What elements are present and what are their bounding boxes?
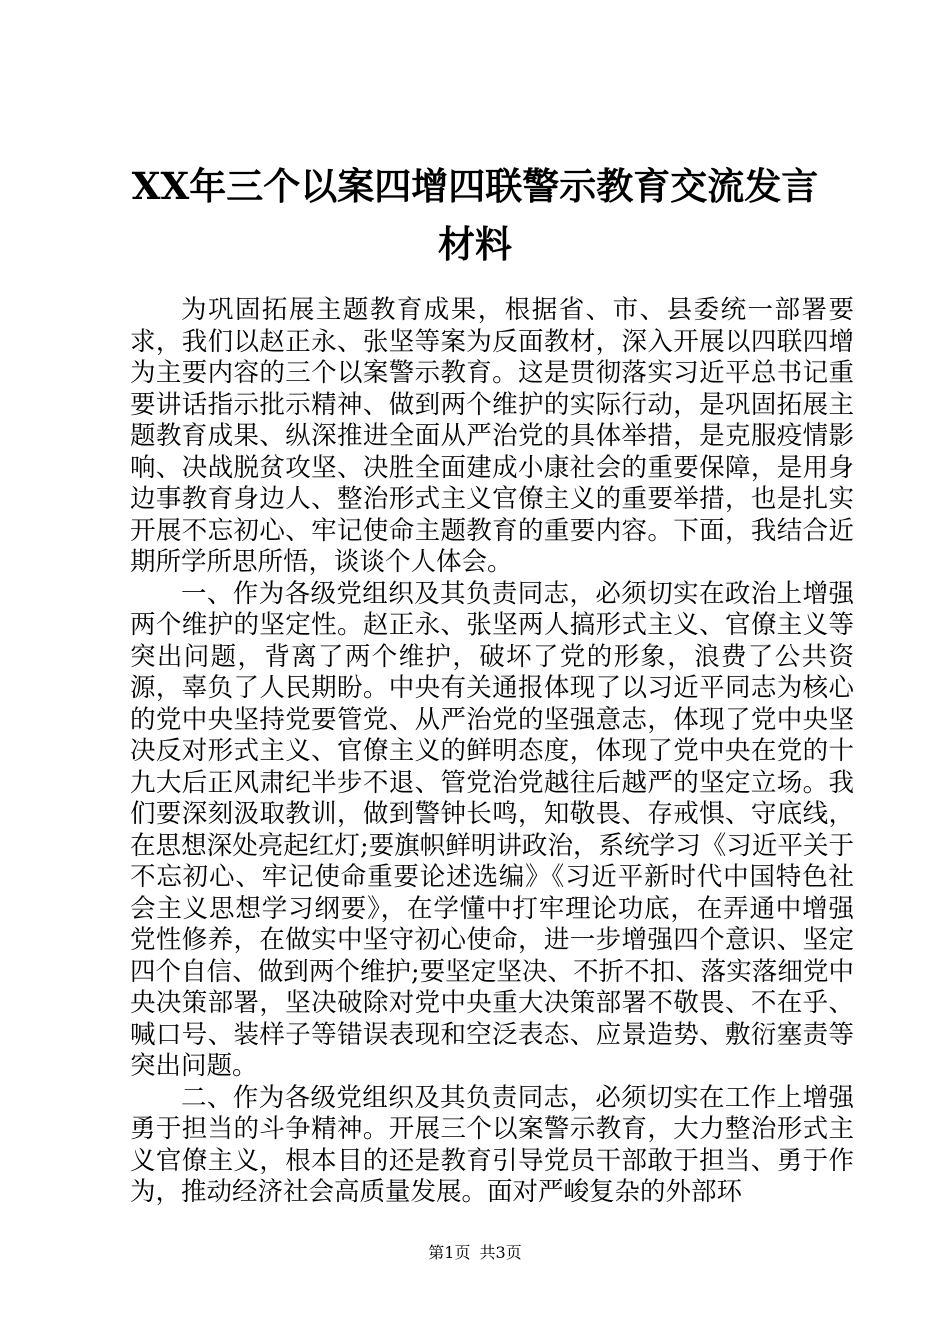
page-footer [0,1243,950,1263]
page-number: 第1页 [428,1243,471,1262]
page-total: 共3页 [479,1243,522,1262]
paragraph: 一、作为各级党组织及其负责同志，必须切实在政治上增强两个维护的坚定性。赵正永、张坚两人搞形式主义、官僚主义等突出问题，背离了两个维护，破坏了党的形象，浪费了公共资源，辜负了人民期盼。中央有关通报体现了以习近平同志为核心的党中央坚持党要管党、从严治党的坚强意志，体现了党中央坚决反对形式主义、官僚主义的鲜明态度，体现了党中央在党的十九大后正风肃纪半步不退、管党治党越往后越严的坚定立场。我们要深刻汲取教训，做到警钟长鸣，知敬畏、存戒惧、守底线，在思想深处亮起红灯;要旗帜鲜明讲政治，系统学习《习近平关于不忘初心、牢记使命重要论述选编》《习近平新时代中国特色社会主义思想学习纲要》，在学懂中打牢理论功底，在弄通中增强党性修养，在做实中坚守初心使命，进一步增强四个意识、坚定四个自信、做到两个维护;要坚定坚决、不折不扣、落实落细党中央决策部署，坚决破除对党中央重大决策部署不敬畏、不在乎、喊口号、装样子等错误表现和空泛表态、应景造势、敷衍塞责等突出问题。 [130,578,854,1081]
paragraph: 为巩固拓展主题教育成果，根据省、市、县委统一部署要求，我们以赵正永、张坚等案为反面教材，深入开展以四联四增为主要内容的三个以案警示教育。这是贯彻落实习近平总书记重要讲话指示批示精神、做到两个维护的实际行动，是巩固拓展主题教育成果、纵深推进全面从严治党的具体举措，是克服疫情影响、决战脱贫攻坚、决胜全面建成小康社会的重要保障，是用身边事教育身边人、整治形式主义官僚主义的重要举措，也是扎实开展不忘初心、牢记使命主题教育的重要内容。下面，我结合近期所学所思所悟，谈谈个人体会。 [130,295,854,577]
paragraph: 二、作为各级党组织及其负责同志，必须切实在工作上增强勇于担当的斗争精神。开展三个以案警示教育，大力整治形式主义官僚主义，根本目的还是教育引导党员干部敢于担当、勇于作为，推动经济社会高质量发展。面对严峻复杂的外部环 [130,1082,854,1207]
document-body [130,295,854,1209]
document-title: XX年三个以案四增四联警示教育交流发言材料 [131,164,819,266]
